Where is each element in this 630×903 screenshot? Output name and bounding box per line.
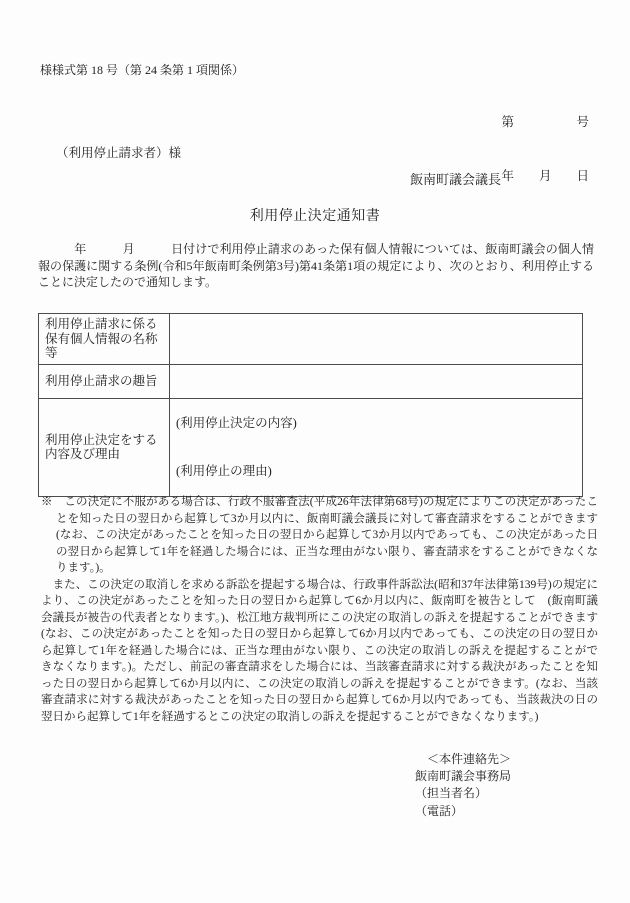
notes-section bbox=[41, 494, 598, 725]
decision-content-caption: (利用停止決定の内容) bbox=[176, 415, 297, 430]
table-row bbox=[39, 314, 583, 365]
contact-header: ＜本件連絡先＞ bbox=[427, 752, 512, 766]
document-title: 利用停止決定通知書 bbox=[249, 209, 381, 224]
row-value-personal-info-name bbox=[170, 314, 583, 365]
row-value-decision-content-reason bbox=[170, 398, 583, 496]
contact-line-office: 飯南町議会事務局 bbox=[415, 769, 512, 784]
contact-block bbox=[415, 751, 511, 820]
row-value-request-purpose bbox=[170, 364, 583, 398]
notification-table bbox=[38, 313, 583, 497]
document-number-line: 第 号 bbox=[501, 115, 589, 129]
table-row bbox=[39, 398, 583, 496]
sender-title: 飯南町議会議長 bbox=[410, 172, 502, 187]
form-number: 様様式第 18 号（第 24 条第 1 項関係） bbox=[40, 63, 245, 77]
contact-line-phone: （電話） bbox=[415, 803, 464, 818]
row-label-request-purpose: 利用停止請求の趣旨 bbox=[39, 364, 170, 398]
document-date-line: 年 月 日 bbox=[501, 169, 589, 183]
row-label-decision-content-reason: 利用停止決定をする内容及び理由 bbox=[39, 398, 170, 496]
contact-line-person: （担当者名） bbox=[415, 786, 488, 801]
table-row bbox=[39, 364, 583, 398]
document-number-block bbox=[501, 77, 589, 221]
body-paragraph: 年 月 日付けで利用停止請求のあった保有個人情報については、飯南町議会の個人情報の保護に関する条例(令和5年飯南町条例第3号)第41条第1項の規定により、次のとおり、利用停止することに決定したので通知します。 bbox=[38, 242, 594, 289]
row-label-personal-info-name: 利用停止請求に係る保有個人情報の名称等 bbox=[39, 314, 170, 365]
note-paragraph-lawsuit: また、この決定の取消しを求める訴訟を提起する場合は、行政事件訴訟法(昭和37年法律第139号)の規定により、この決定があったことを知った日の翌日から起算して6か月以内に、飯南町を被告として (飯南町議会議長が被告の代表者となります。)、松江地方裁判所にこの決定の取消しの訴えを提起することができます(なお、この決定があったことを知った日の翌日から起算して6か月以内であっても、この決定の日の翌日から起算して1年を経過した場合には、正当な理由がない限り、この決定の取消しの訴えを提起することができなくなります。)。ただし、前記の審査請求をした場合には、当該審査請求に対する裁決があったことを知った日の翌日から起算して6か月以内に、この決定の取消しの訴えを提起することができます。(なお、当該審査請求に対する裁決があったことを知った日の翌日から起算して6か月以内であっても、当該裁決の日の翌日から起算して1年を経過するとこの決定の取消しの訴えを提起することができなくなります。) bbox=[41, 578, 598, 723]
note-paragraph-appeal: ※ この決定に不服がある場合は、行政不服審査法(平成26年法律第68号)の規定によりこの決定があったことを知った日の翌日から起算して3か月以内に、飯南町議会議長に対して審査請求をすることができます(なお、この決定があったことを知った日の翌日から起算して3か月以内であっても、この決定があった日の翌日から起算して1年を経過した場合には、正当な理由がない限り、審査請求をすることができなくなります。)。 bbox=[41, 496, 598, 574]
addressee: （利用停止請求者）様 bbox=[56, 146, 182, 160]
stop-reason-caption: (利用停止の理由) bbox=[176, 464, 272, 478]
